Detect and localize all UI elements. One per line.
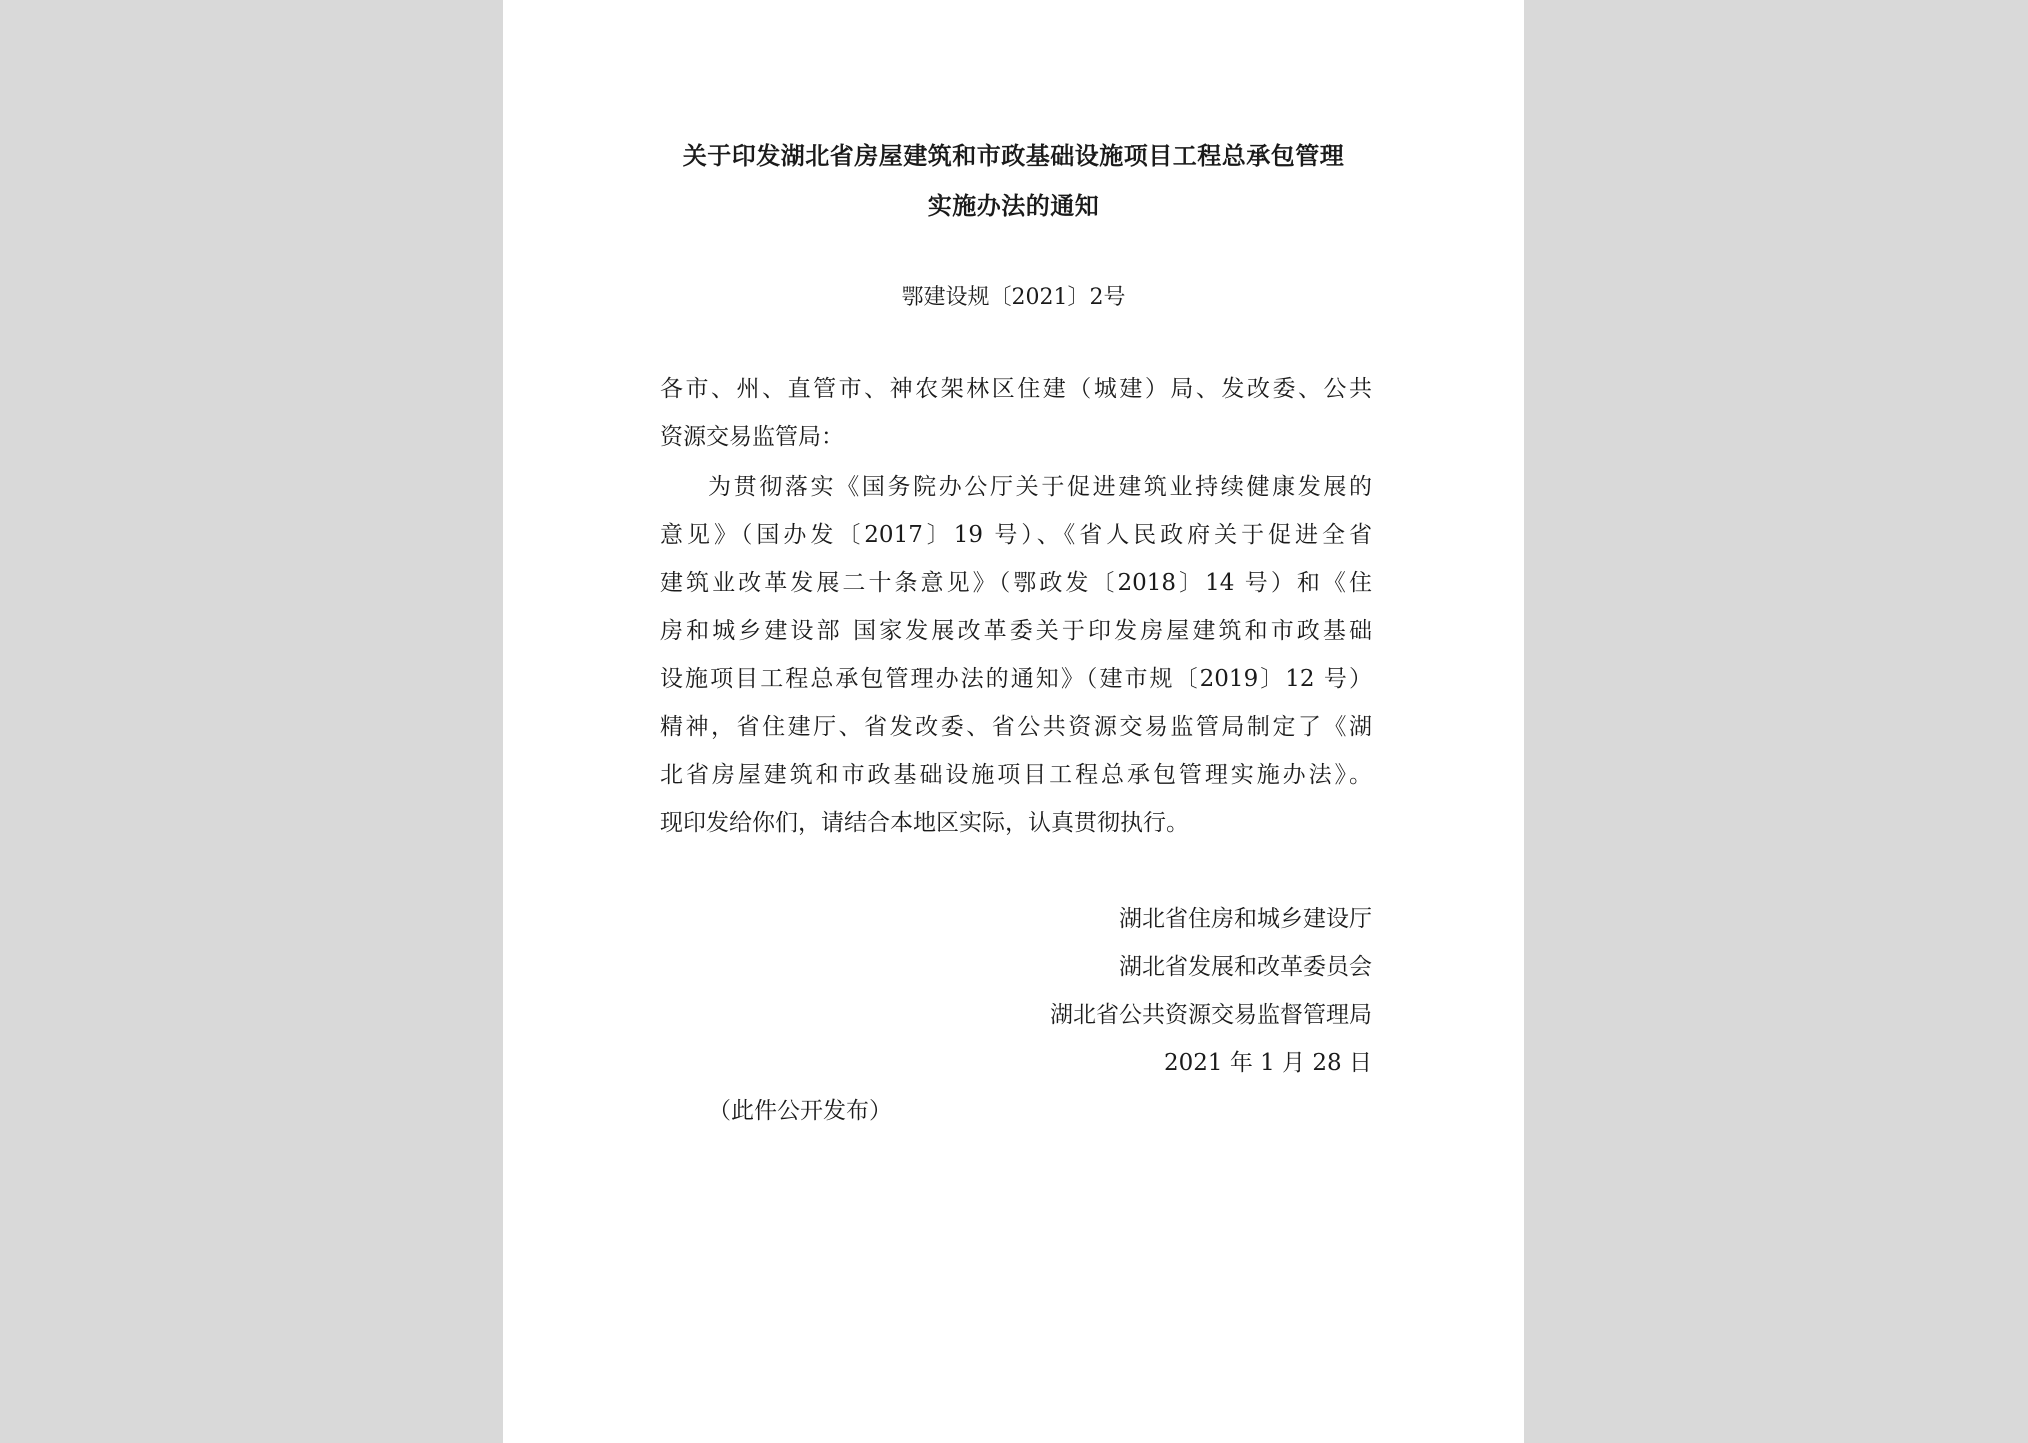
document-number: 鄂建设规〔2021〕2号 (901, 285, 1126, 310)
signature-development-commission: 湖北省发展和改革委员会 (1119, 954, 1372, 980)
body-line-5: 设施项目工程总承包管理办法的通知》（建市规〔2019〕12 号） (660, 666, 1372, 692)
body-line-1: 为贯彻落实《国务院办公厅关于促进建筑业持续健康发展的 (708, 474, 1372, 500)
body-line-8: 现印发给你们，请结合本地区实际，认真贯彻执行。 (660, 810, 1189, 836)
title-line-1: 关于印发湖北省房屋建筑和市政基础设施项目工程总承包管理 (682, 141, 1345, 170)
body-line-4: 房和城乡建设部 国家发展改革委关于印发房屋建筑和市政基础 (660, 618, 1372, 644)
signature-housing-dept: 湖北省住房和城乡建设厅 (1119, 906, 1372, 932)
body-line-2: 意见》（国办发〔2017〕19 号）、《省人民政府关于促进全省 (660, 522, 1372, 548)
document-page (503, 0, 1524, 1443)
recipients-line-1: 各市、州、直管市、神农架林区住建（城建）局、发改委、公共 (660, 376, 1372, 402)
issue-date: 2021 年 1 月 28 日 (1164, 1050, 1372, 1076)
body-line-3: 建筑业改革发展二十条意见》（鄂政发〔2018〕14 号）和《住 (660, 570, 1372, 596)
signature-trading-bureau: 湖北省公共资源交易监督管理局 (1050, 1002, 1372, 1028)
title-line-2: 实施办法的通知 (927, 191, 1100, 220)
body-line-7: 北省房屋建筑和市政基础设施项目工程总承包管理实施办法》。 (660, 762, 1372, 788)
body-line-6: 精神，省住建厅、省发改委、省公共资源交易监管局制定了《湖 (660, 714, 1372, 740)
publication-note: （此件公开发布） (708, 1098, 892, 1124)
recipients-line-2: 资源交易监管局： (660, 424, 844, 450)
